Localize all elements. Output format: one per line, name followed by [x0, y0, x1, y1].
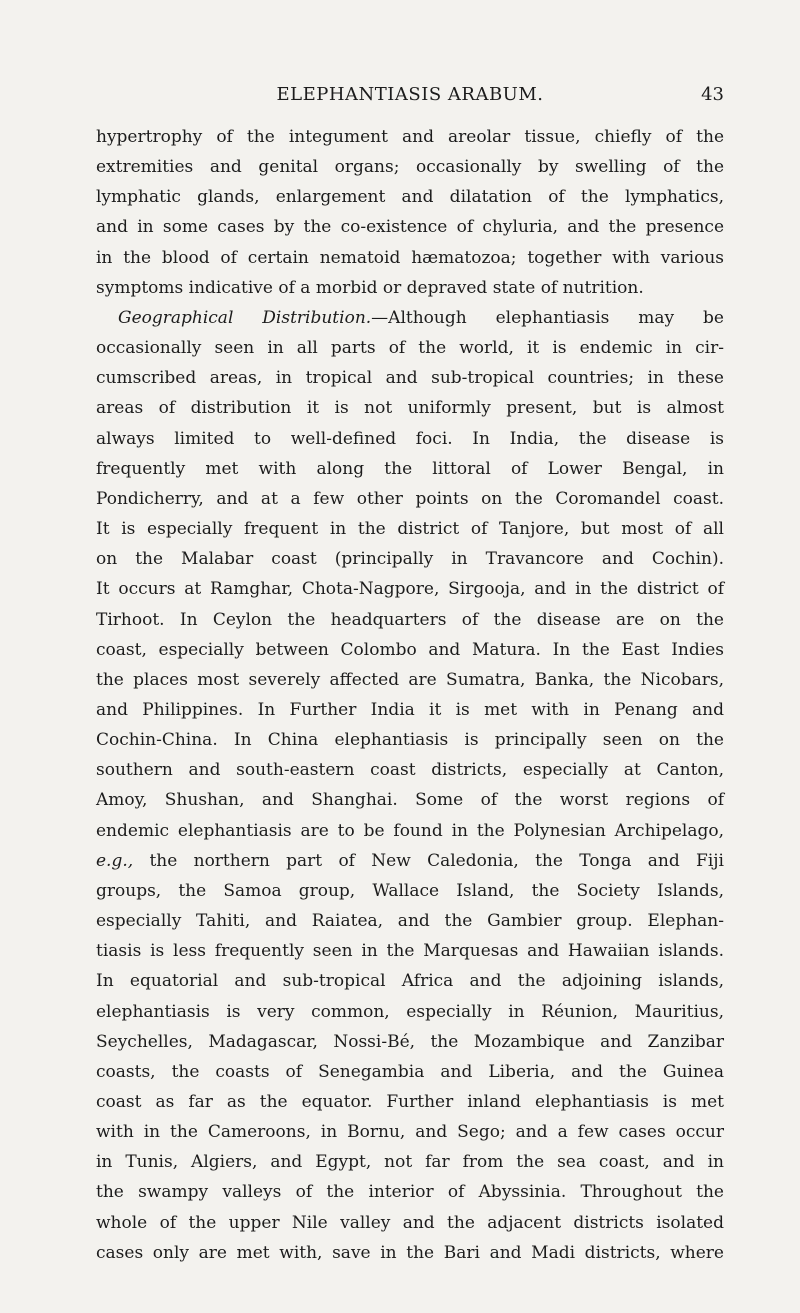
text-line: extremities and genital organs; occasionally by swelling of the [96, 157, 724, 178]
text-line: Seychelles, Madagascar, Nossi-Bé, the Mozambique and Zanzibar [96, 1031, 724, 1052]
text-line: always limited to well-defined foci. In India, the disease is [96, 428, 724, 449]
text-line: groups, the Samoa group, Wallace Island, the Society Islands, [96, 880, 724, 901]
text-line: Tirhoot. In Ceylon the headquarters of the disease are on the [96, 609, 724, 630]
text-line: in the blood of certain nematoid hæmatozoa; together with various [96, 247, 724, 268]
text-line [96, 846, 724, 876]
text-line: cumscribed areas, in tropical and sub-tropical countries; in these [96, 368, 724, 389]
text-line: the swampy valleys of the interior of Abyssinia. Throughout the [96, 1182, 724, 1203]
text-line: symptoms indicative of a morbid or depraved state of nutrition. [96, 277, 644, 298]
text-line: endemic elephantiasis are to be found in the Polynesian Archipelago, [96, 820, 724, 841]
text-line: cases only are met with, save in the Bari and Madi districts, where [96, 1242, 724, 1263]
text-line: areas of distribution it is not uniformly present, but is almost [96, 398, 724, 419]
body-text [96, 122, 724, 1268]
text-line: It occurs at Ramghar, Chota-Nagpore, Sirgooja, and in the district of [96, 579, 724, 600]
text-line: in Tunis, Algiers, and Egypt, not far from the sea coast, and in [96, 1152, 724, 1173]
section-heading: Geographical Distribution. [118, 307, 372, 328]
text-line: Cochin-China. In China elephantiasis is principally seen on the [96, 730, 724, 751]
text-line: whole of the upper Nile valley and the adjacent districts isolated [96, 1212, 724, 1233]
text-line: southern and south-eastern coast districts, especially at Canton, [96, 760, 724, 781]
running-header [96, 84, 724, 108]
text-line: lymphatic glands, enlargement and dilatation of the lymphatics, [96, 187, 724, 208]
text-line: frequently met with along the littoral of Lower Bengal, in [96, 458, 724, 479]
text-line: with in the Cameroons, in Bornu, and Sego; and a few cases occur [96, 1122, 724, 1143]
text-line: elephantiasis is very common, especially in Réunion, Mauritius, [96, 1001, 724, 1022]
text-line: It is especially frequent in the district of Tanjore, but most of all [96, 519, 724, 540]
text-line: coasts, the coasts of Senegambia and Liberia, and the Guinea [96, 1061, 724, 1082]
text-line: occasionally seen in all parts of the world, it is endemic in cir- [96, 338, 724, 359]
text-line: and Philippines. In Further India it is met with in Penang and [96, 699, 724, 720]
text-line: Amoy, Shushan, and Shanghai. Some of the worst regions of [96, 790, 724, 811]
text-line: coast as far as the equator. Further inland elephantiasis is met [96, 1092, 724, 1112]
text-line: and in some cases by the co-existence of chyluria, and the presence [96, 217, 724, 238]
text-line: In equatorial and sub-tropical Africa and the adjoining islands, [96, 971, 724, 992]
page-number: 43 [701, 84, 724, 105]
text-line: especially Tahiti, and Raiatea, and the Gambier group. Elephan- [96, 911, 724, 932]
text-line: on the Malabar coast (principally in Travancore and Cochin). [96, 549, 724, 570]
text-fragment: —Although elephantiasis may be [371, 307, 724, 328]
text-line: tiasis is less frequently seen in the Marquesas and Hawaiian islands. [96, 941, 724, 962]
section-line [96, 303, 724, 333]
text-line: hypertrophy of the integument and areolar tissue, chiefly of the [96, 127, 724, 147]
running-title: ELEPHANTIASIS ARABUM. [276, 84, 544, 105]
example-abbrev: e.g., [96, 850, 134, 871]
text-line: Pondicherry, and at a few other points on the Coromandel coast. [96, 488, 724, 509]
text-line: coast, especially between Colombo and Matura. In the East Indies [96, 639, 724, 660]
text-line: the places most severely affected are Sumatra, Banka, the Nicobars, [96, 669, 724, 690]
text-fragment: the northern part of New Caledonia, the Tonga and Fiji [133, 850, 724, 871]
